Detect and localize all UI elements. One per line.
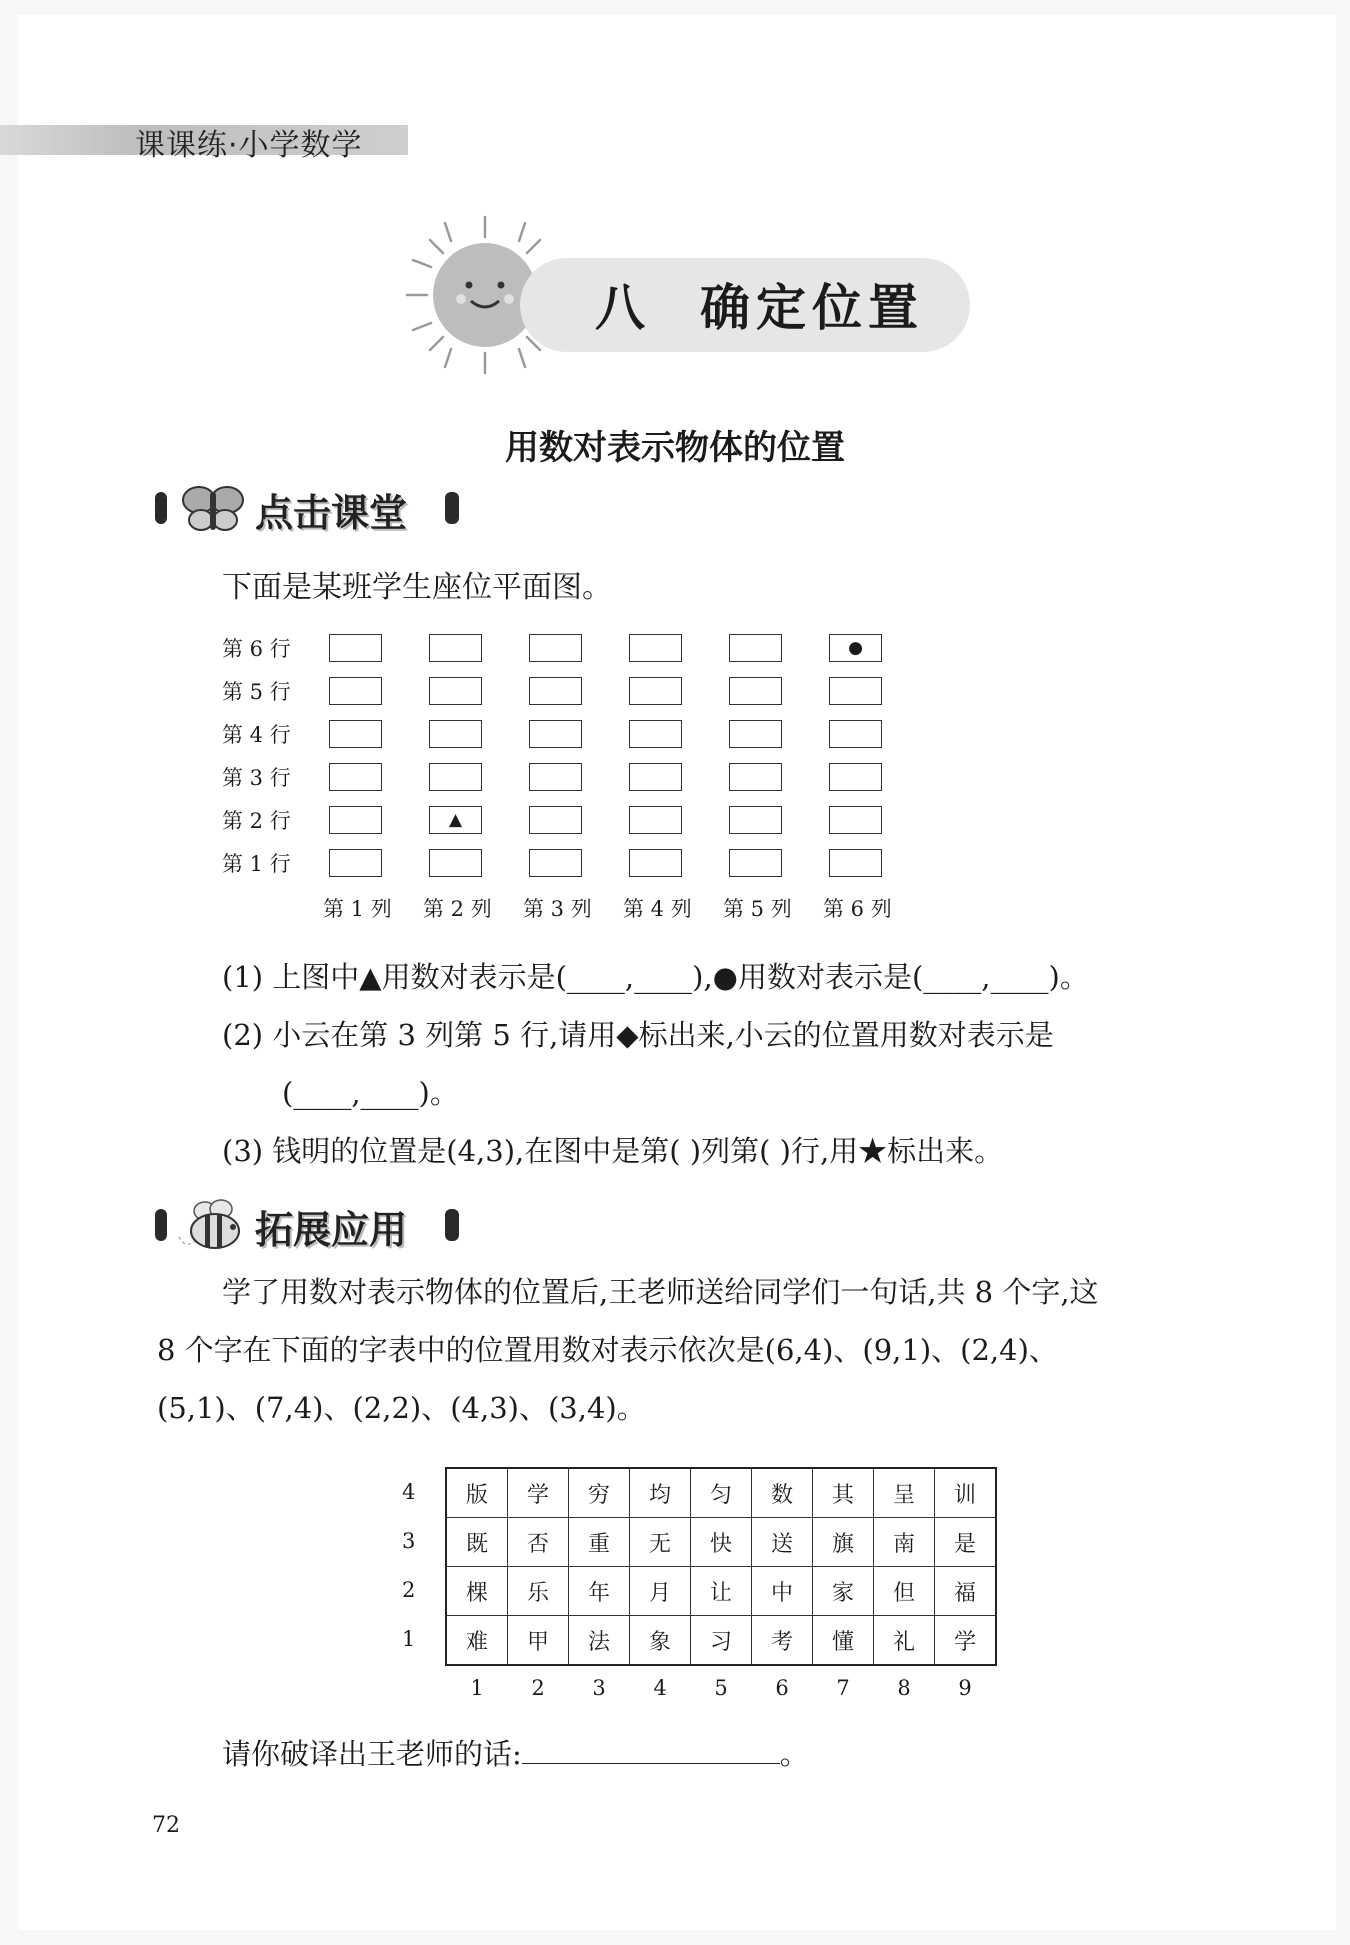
table-cell: 呈 (874, 1468, 935, 1518)
answer-prompt: 请你破译出王老师的话: (222, 1737, 522, 1771)
table-cell: 家 (813, 1567, 874, 1616)
seat-box[interactable] (329, 634, 382, 662)
seat-box[interactable] (729, 720, 782, 748)
seat-box[interactable] (529, 849, 582, 877)
table-cell: 让 (691, 1567, 752, 1616)
table-cell: 难 (446, 1616, 508, 1666)
table-row (446, 1468, 996, 1518)
table-cell: 版 (446, 1468, 508, 1518)
section-heading-extension (155, 1197, 455, 1253)
table-cell: 学 (508, 1468, 569, 1518)
table-cell: 象 (630, 1616, 691, 1666)
column-label: 第 3 列 (523, 897, 592, 921)
row-number: 4 (402, 1480, 416, 1504)
section-label: 拓展应用 (255, 1208, 408, 1252)
triangle-mark-icon: ▲ (448, 810, 463, 830)
seat-box[interactable] (629, 849, 682, 877)
seat-box[interactable] (629, 720, 682, 748)
table-cell: 重 (569, 1518, 630, 1567)
row-label: 第 6 行 (222, 637, 291, 661)
table-cell: 否 (508, 1518, 569, 1567)
seat-box[interactable] (329, 806, 382, 834)
intro-text: 下面是某班学生座位平面图。 (222, 570, 612, 605)
seat-box[interactable] (329, 849, 382, 877)
chapter-title: 确定位置 (700, 279, 924, 337)
seat-box[interactable] (629, 763, 682, 791)
seat-box[interactable] (729, 677, 782, 705)
section-heading-classroom (155, 480, 455, 536)
seat-box[interactable] (629, 806, 682, 834)
seat-box[interactable] (429, 634, 482, 662)
row-label: 第 5 行 (222, 680, 291, 704)
seat-box[interactable] (529, 720, 582, 748)
column-number: 3 (592, 1676, 606, 1700)
seat-box[interactable] (429, 720, 482, 748)
seat-box[interactable] (729, 806, 782, 834)
column-number: 5 (714, 1676, 728, 1700)
table-cell: 数 (752, 1468, 813, 1518)
seat-box[interactable] (529, 806, 582, 834)
row-number: 3 (402, 1529, 416, 1553)
table-cell: 旗 (813, 1518, 874, 1567)
table-cell: 其 (813, 1468, 874, 1518)
table-cell: 懂 (813, 1616, 874, 1666)
question-3: (3) 钱明的位置是(4,3),在图中是第( )列第( )行,用★标出来。 (222, 1134, 1004, 1168)
chapter-number: 八 (595, 279, 651, 337)
column-label: 第 6 列 (823, 897, 892, 921)
seat-box[interactable] (729, 634, 782, 662)
circle-mark-icon: ● (848, 638, 863, 658)
table-row (446, 1616, 996, 1666)
column-number: 4 (653, 1676, 667, 1700)
character-table (445, 1467, 997, 1666)
column-label: 第 1 列 (323, 897, 392, 921)
row-label: 第 4 行 (222, 723, 291, 747)
answer-blank[interactable] (522, 1737, 780, 1764)
table-cell: 年 (569, 1567, 630, 1616)
table-cell: 训 (935, 1468, 997, 1518)
table-cell: 均 (630, 1468, 691, 1518)
seat-box[interactable] (829, 720, 882, 748)
seat-box[interactable] (429, 849, 482, 877)
seat-box[interactable] (429, 677, 482, 705)
column-number: 7 (836, 1676, 850, 1700)
row-number: 1 (402, 1627, 416, 1651)
row-label: 第 3 行 (222, 766, 291, 790)
section-label: 点击课堂 (255, 491, 408, 535)
lesson-title: 用数对表示物体的位置 (505, 428, 845, 468)
series-title: 课课练·小学数学 (135, 128, 363, 163)
row-label: 第 1 行 (222, 852, 291, 876)
seat-box[interactable] (529, 763, 582, 791)
column-number: 8 (897, 1676, 911, 1700)
table-cell: 中 (752, 1567, 813, 1616)
seat-box[interactable] (729, 763, 782, 791)
table-cell: 匀 (691, 1468, 752, 1518)
table-cell: 学 (935, 1616, 997, 1666)
seat-box[interactable] (829, 849, 882, 877)
extension-text-line-1: 学了用数对表示物体的位置后,王老师送给同学们一句话,共 8 个字,这 (222, 1275, 1099, 1309)
seat-box[interactable] (629, 634, 682, 662)
seat-box[interactable] (829, 763, 882, 791)
table-cell: 考 (752, 1616, 813, 1666)
seat-box[interactable] (429, 763, 482, 791)
seat-box[interactable] (829, 806, 882, 834)
seat-box[interactable] (329, 763, 382, 791)
table-cell: 是 (935, 1518, 997, 1567)
column-number: 2 (531, 1676, 545, 1700)
seat-box[interactable] (329, 720, 382, 748)
table-cell: 但 (874, 1567, 935, 1616)
table-cell: 月 (630, 1567, 691, 1616)
table-cell: 法 (569, 1616, 630, 1666)
column-label: 第 5 列 (723, 897, 792, 921)
table-cell: 南 (874, 1518, 935, 1567)
question-2-answer: (____,____)。 (282, 1076, 459, 1110)
table-cell: 礼 (874, 1616, 935, 1666)
extension-text-line-2: 8 个字在下面的字表中的位置用数对表示依次是(6,4)、(9,1)、(2,4)、 (157, 1333, 1058, 1367)
row-label: 第 2 行 (222, 809, 291, 833)
butterfly-icon (175, 480, 251, 536)
table-cell: 福 (935, 1567, 997, 1616)
table-cell: 棵 (446, 1567, 508, 1616)
row-number: 2 (402, 1578, 416, 1602)
seat-box[interactable] (629, 677, 682, 705)
page-number: 72 (152, 1813, 180, 1838)
seat-box[interactable] (829, 634, 882, 662)
answer-line (222, 1732, 809, 1773)
question-2: (2) 小云在第 3 列第 5 行,请用◆标出来,小云的位置用数对表示是 (222, 1018, 1054, 1052)
column-label: 第 4 列 (623, 897, 692, 921)
table-cell: 乐 (508, 1567, 569, 1616)
answer-end: 。 (779, 1737, 809, 1771)
table-cell: 送 (752, 1518, 813, 1567)
seat-box[interactable] (329, 677, 382, 705)
column-number: 6 (775, 1676, 789, 1700)
seat-box[interactable] (829, 677, 882, 705)
seat-box[interactable] (429, 806, 482, 834)
seat-box[interactable] (529, 634, 582, 662)
table-row (446, 1567, 996, 1616)
bee-icon (175, 1197, 251, 1253)
table-cell: 习 (691, 1616, 752, 1666)
column-number: 1 (470, 1676, 484, 1700)
column-number: 9 (958, 1676, 972, 1700)
table-cell: 无 (630, 1518, 691, 1567)
extension-text-line-3: (5,1)、(7,4)、(2,2)、(4,3)、(3,4)。 (157, 1391, 646, 1425)
table-cell: 快 (691, 1518, 752, 1567)
seat-box[interactable] (729, 849, 782, 877)
seat-box[interactable] (529, 677, 582, 705)
table-row (446, 1518, 996, 1567)
table-cell: 穷 (569, 1468, 630, 1518)
column-label: 第 2 列 (423, 897, 492, 921)
table-cell: 甲 (508, 1616, 569, 1666)
question-1: (1) 上图中▲用数对表示是(____,____),●用数对表示是(____,____)。 (222, 960, 1089, 994)
table-cell: 既 (446, 1518, 508, 1567)
